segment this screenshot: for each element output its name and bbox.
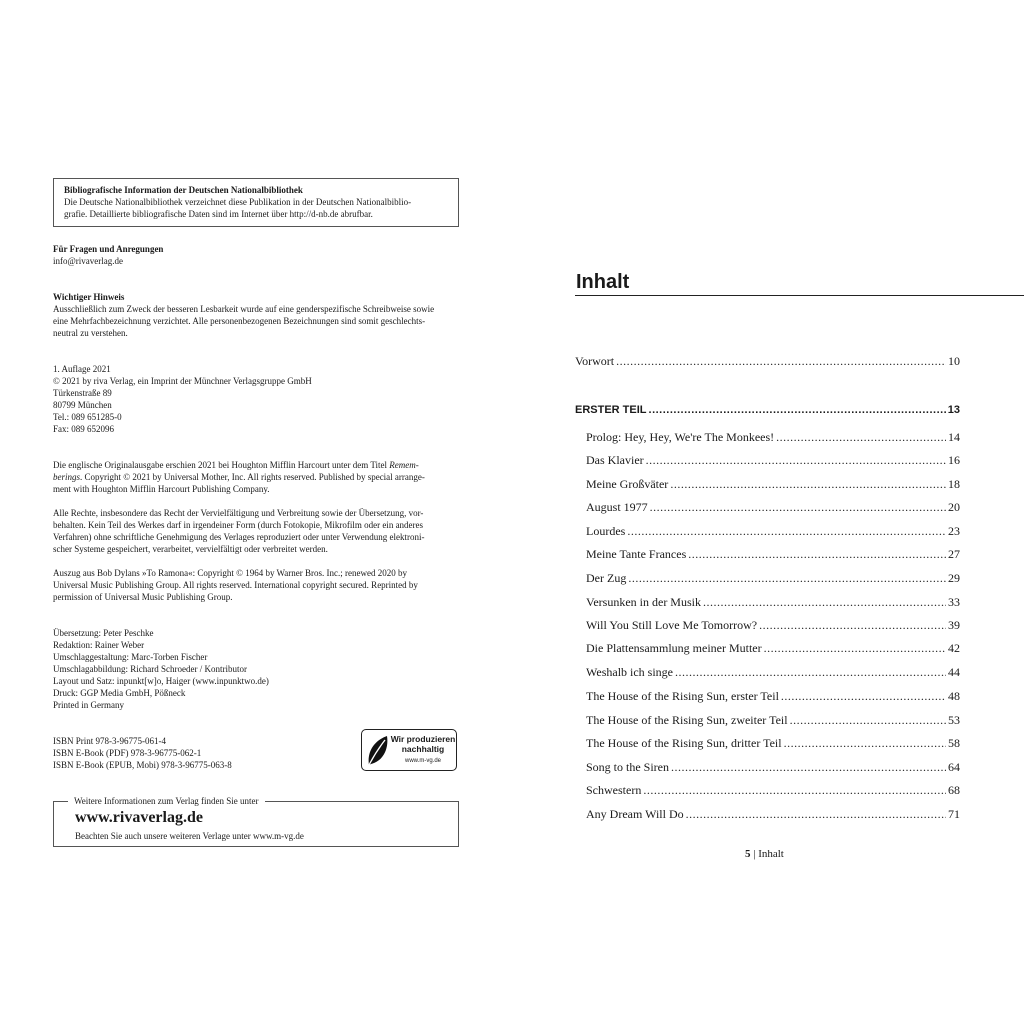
- credit-translation: Übersetzung: Peter Peschke: [53, 628, 154, 638]
- toc-leader-dots: [759, 617, 946, 633]
- rights-text-line: scher Systeme gespeichert, verarbeitet, vervielfältigt oder verbreitet werden.: [53, 544, 328, 554]
- toc-leader-dots: [781, 688, 946, 704]
- copyright-line: © 2021 by riva Verlag, ein Imprint der Münchner Verlagsgruppe GmbH: [53, 376, 312, 386]
- toc-page-number: 20: [948, 500, 960, 514]
- toc-page-number: 29: [948, 571, 960, 585]
- toc-page-number: 10: [948, 354, 960, 368]
- toc-page-number: 39: [948, 618, 960, 632]
- toc-page-number: 33: [948, 595, 960, 609]
- toc-entry: [586, 570, 960, 586]
- isbn-ebook-epub: ISBN E-Book (EPUB, Mobi) 978-3-96775-063-8: [53, 760, 232, 770]
- toc-entry: [586, 806, 960, 822]
- toc-entry: [586, 664, 960, 680]
- toc-entry-title: Vorwort: [575, 354, 615, 368]
- toc-entry: [586, 546, 960, 562]
- toc-leader-dots: [675, 664, 946, 680]
- credit-cover-design: Umschlaggestaltung: Marc-Torben Fischer: [53, 652, 208, 662]
- toc-page-number: 64: [948, 760, 960, 774]
- toc-entry-title: Song to the Siren: [586, 760, 669, 774]
- toc-entry: [586, 523, 960, 539]
- toc-page-number: 44: [948, 665, 960, 679]
- notice-text-line: Ausschließlich zum Zweck der besseren Lesbarkeit wurde auf eine genderspezifische Schreibweise sowie: [53, 304, 435, 314]
- dnb-text-line: Die Deutsche Nationalbibliothek verzeichnet diese Publikation in der Deutschen Nationalbiblio-: [64, 197, 412, 207]
- isbn-ebook-pdf: ISBN E-Book (PDF) 978-3-96775-062-1: [53, 748, 202, 758]
- rights-text-line: Verfahren) ohne schriftliche Genehmigung des Verlages reproduziert oder unter Verwendung elektroni-: [53, 532, 425, 542]
- toc-page-number: 13: [947, 404, 960, 416]
- excerpt-text-line: Universal Music Publishing Group. All rights reserved. International copyright secured. Reprinted by: [53, 580, 418, 590]
- address-city: 80799 München: [53, 400, 112, 410]
- toc-leader-dots: [686, 806, 946, 822]
- address-street: Türkenstraße 89: [53, 388, 112, 398]
- credits-block: [53, 627, 461, 711]
- toc-entry: [575, 353, 960, 369]
- toc-page-number: 53: [948, 713, 960, 727]
- rights-text-line: behalten. Kein Teil des Werkes darf in irgendeiner Form (durch Fotokopie, Mikrofilm oder ein anderes: [53, 520, 424, 530]
- credit-print: Druck: GGP Media GmbH, Pößneck: [53, 688, 186, 698]
- toc-leader-dots: [764, 640, 946, 656]
- fax-line: Fax: 089 652096: [53, 424, 115, 434]
- toc-entry: [586, 499, 960, 515]
- toc-page-number: 42: [948, 641, 960, 655]
- toc-entry: [586, 712, 960, 728]
- footer-separator: |: [753, 848, 756, 860]
- toc-page-number: 23: [948, 524, 960, 538]
- toc-leader-dots: [703, 594, 946, 610]
- excerpt-text-line: Auszug aus Bob Dylans »To Ramona«: Copyright © 1964 by Warner Bros. Inc.; renewed 2020 by: [53, 568, 408, 578]
- toc-entry: [586, 782, 960, 798]
- leaf-icon: [365, 733, 391, 769]
- toc-entry-title: Will You Still Love Me Tomorrow?: [586, 618, 758, 632]
- edition-line: 1. Auflage 2021: [53, 364, 111, 374]
- toc-leader-dots: [643, 782, 946, 798]
- toc-entry-title: ERSTER TEIL: [575, 404, 647, 416]
- credit-layout: Layout und Satz: inpunkt[w]o, Haiger (www.inpunktwo.de): [53, 676, 269, 686]
- toc-entry: [586, 688, 960, 704]
- toc-leader-dots: [670, 476, 946, 492]
- publisher-note: Beachten Sie auch unsere weiteren Verlage unter www.m-vg.de: [75, 831, 304, 841]
- page-footer: [745, 847, 784, 861]
- toc-entry-title: Der Zug: [586, 571, 627, 585]
- page-number: 5: [745, 848, 751, 860]
- toc-page-number: 14: [948, 430, 960, 444]
- printed-in: Printed in Germany: [53, 700, 124, 710]
- toc-page-number: 48: [948, 689, 960, 703]
- toc-entry: [586, 617, 960, 633]
- toc-page-number: 71: [948, 807, 960, 821]
- toc-entry-title: Lourdes: [586, 524, 626, 538]
- toc-entry-title: Prolog: Hey, Hey, We're The Monkees!: [586, 430, 775, 444]
- toc-entry: [586, 594, 960, 610]
- toc-leader-dots: [646, 452, 946, 468]
- toc-entry-title: Meine Großväter: [586, 477, 669, 491]
- toc-leader-dots: [649, 402, 946, 418]
- toc-leader-dots: [776, 429, 946, 445]
- phone-line: Tel.: 089 651285-0: [53, 412, 122, 422]
- toc-entry: [586, 452, 960, 468]
- notice-block: [53, 291, 461, 339]
- toc-entry-title: The House of the Rising Sun, zweiter Teil: [586, 713, 788, 727]
- toc-part-heading: [575, 402, 960, 418]
- title-rule: [575, 295, 1024, 296]
- toc-entry: [586, 640, 960, 656]
- original-text-line: ment with Houghton Mifflin Harcourt Publishing Company.: [53, 484, 270, 494]
- badge-line2: nachhaltig: [401, 744, 445, 754]
- notice-text-line: eine Mehrfachbezeichnung verzichtet. Alle personenbezogenen Bezeichnungen sind somit geschlechts-: [53, 316, 426, 326]
- toc-entry-title: The House of the Rising Sun, dritter Teil: [586, 736, 782, 750]
- toc-leader-dots: [790, 712, 946, 728]
- toc-page-number: 68: [948, 783, 960, 797]
- toc-leader-dots: [784, 735, 946, 751]
- credit-editing: Redaktion: Rainer Weber: [53, 640, 145, 650]
- toc-leader-dots: [650, 499, 946, 515]
- isbn-print: ISBN Print 978-3-96775-061-4: [53, 736, 166, 746]
- toc-page-number: 18: [948, 477, 960, 491]
- excerpt-text-line: permission of Universal Music Publishing Group.: [53, 592, 233, 602]
- toc-entry-title: Meine Tante Frances: [586, 547, 687, 561]
- toc-title: Inhalt: [576, 271, 630, 293]
- original-text-line: Die englische Originalausgabe erschien 2021 bei Houghton Mifflin Harcourt unter dem Titel Remem-: [53, 460, 419, 470]
- toc-entry-title: Die Plattensammlung meiner Mutter: [586, 641, 762, 655]
- notice-text-line: neutral zu verstehen.: [53, 328, 128, 338]
- dnb-text-line: grafie. Detaillierte bibliografische Daten sind im Internet über http://d-nb.de abrufbar.: [64, 209, 373, 219]
- toc-entry-title: August 1977: [586, 500, 648, 514]
- original-text-line: berings. Copyright © 2021 by Universal Mother, Inc. All rights reserved. Published by special arrange-: [53, 472, 425, 482]
- toc-leader-dots: [671, 759, 946, 775]
- toc-entry: [586, 476, 960, 492]
- credit-cover-image: Umschlagabbildung: Richard Schroeder / Kontributor: [53, 664, 247, 674]
- badge-line1: Wir produzieren: [390, 734, 456, 744]
- publisher-box-legend: Weitere Informationen zum Verlag finden Sie unter: [68, 795, 265, 808]
- excerpt-block: [53, 567, 461, 603]
- toc-entry-title: Any Dream Will Do: [586, 807, 684, 821]
- running-head: Inhalt: [758, 848, 784, 860]
- rights-text-line: Alle Rechte, insbesondere das Recht der Vervielfältigung und Verbreitung sowie der Übersetzung, vor-: [53, 508, 424, 518]
- toc-page-number: 58: [948, 736, 960, 750]
- isbn-block: [53, 735, 353, 771]
- notice-heading: Wichtiger Hinweis: [53, 292, 125, 302]
- toc-entry-title: Schwestern: [586, 783, 642, 797]
- toc-page-number: 16: [948, 453, 960, 467]
- toc-leader-dots: [688, 546, 946, 562]
- toc-entry-title: The House of the Rising Sun, erster Teil: [586, 689, 779, 703]
- questions-heading: Für Fragen und Anregungen: [53, 244, 164, 254]
- dnb-info-box: [53, 178, 459, 227]
- rights-block: [53, 507, 461, 555]
- toc-entry-title: Das Klavier: [586, 453, 644, 467]
- toc-entry: [586, 429, 960, 445]
- publisher-info-box: [53, 796, 459, 847]
- dnb-heading: Bibliografische Information der Deutschen Nationalbibliothek: [64, 185, 303, 195]
- toc-leader-dots: [616, 353, 946, 369]
- original-edition-block: [53, 459, 461, 495]
- toc-entry: [586, 759, 960, 775]
- toc-entry: [586, 735, 960, 751]
- edition-block: [53, 363, 461, 435]
- sustainability-badge: [361, 729, 457, 771]
- contact-email: info@rivaverlag.de: [53, 256, 124, 266]
- badge-url: www.m-vg.de: [404, 758, 441, 764]
- toc-leader-dots: [627, 523, 946, 539]
- toc-entry-title: Weshalb ich singe: [586, 665, 674, 679]
- toc-page-number: 27: [948, 547, 960, 561]
- toc-leader-dots: [628, 570, 946, 586]
- publisher-url: www.rivaverlag.de: [75, 809, 203, 826]
- toc-entry-title: Versunken in der Musik: [586, 595, 701, 609]
- questions-block: [53, 243, 461, 267]
